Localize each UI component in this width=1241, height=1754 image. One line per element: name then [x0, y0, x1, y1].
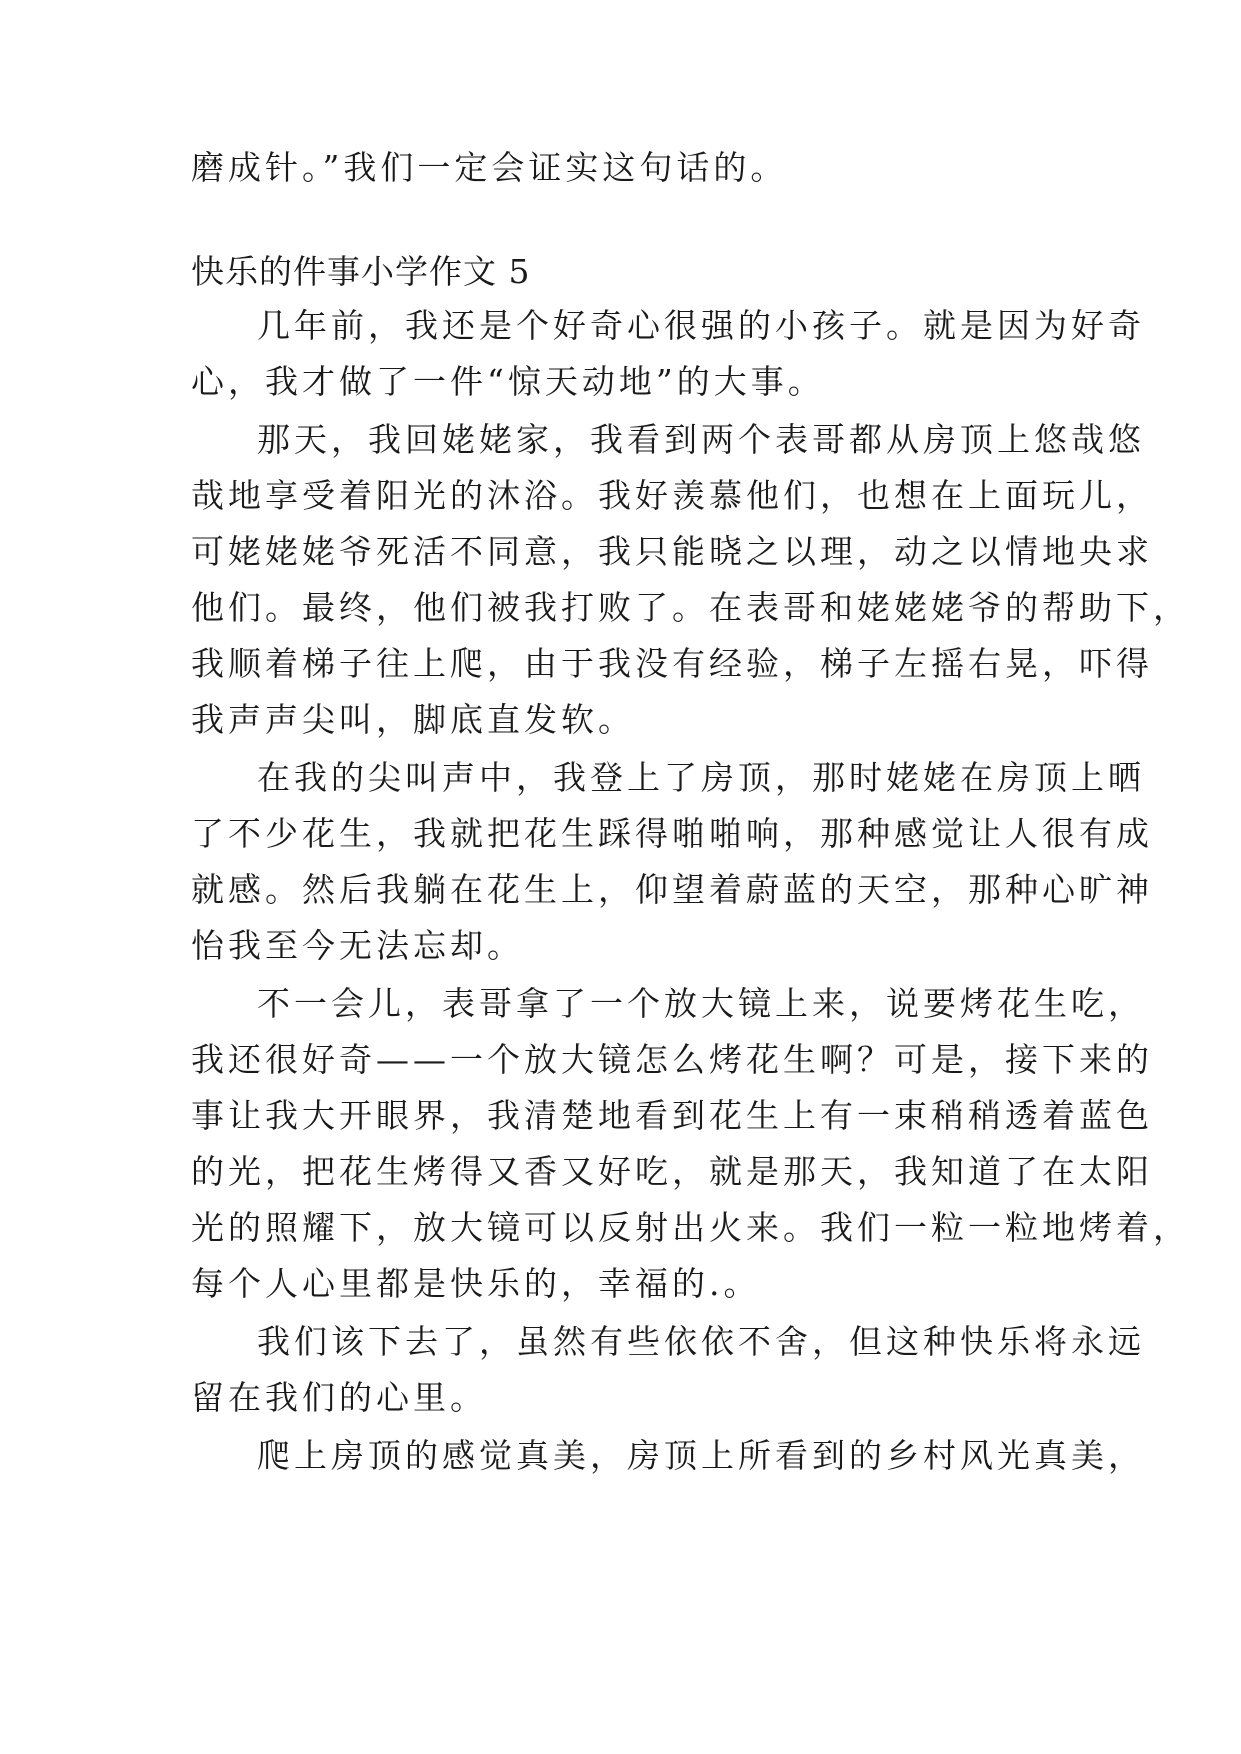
- text-line: 留在我们的心里。: [191, 1378, 487, 1417]
- paragraph-first-line: 几年前，我还是个好奇心很强的小孩子。就是因为好奇: [257, 306, 1145, 345]
- text-line: 光的照耀下，放大镜可以反射出火来。我们一粒一粒地烤着，: [191, 1208, 1190, 1247]
- text-line: 我还很好奇——一个放大镜怎么烤花生啊？可是，接下来的: [191, 1040, 1153, 1079]
- text-line: 我声声尖叫，脚底直发软。: [191, 700, 635, 739]
- text-line: 他们。最终，他们被我打败了。在表哥和姥姥姥爷的帮助下，: [191, 588, 1190, 627]
- text-line: 哉地享受着阳光的沐浴。我好羡慕他们，也想在上面玩儿，: [191, 476, 1153, 515]
- text-line: 每个人心里都是快乐的，幸福的.。: [191, 1264, 761, 1303]
- text-line: 了不少花生，我就把花生踩得啪啪响，那种感觉让人很有成: [191, 814, 1153, 853]
- text-line: 怡我至今无法忘却。: [191, 926, 524, 965]
- text-line: 的光，把花生烤得又香又好吃，就是那天，我知道了在太阳: [191, 1152, 1153, 1191]
- text-line: 磨成针。”我们一定会证实这句话的。: [191, 148, 788, 187]
- text-line: 事让我大开眼界，我清楚地看到花生上有一束稍稍透着蓝色: [191, 1096, 1153, 1135]
- text-line: 可姥姥姥爷死活不同意，我只能晓之以理，动之以情地央求: [191, 532, 1153, 571]
- paragraph-first-line: 那天，我回姥姥家，我看到两个表哥都从房顶上悠哉悠: [257, 420, 1145, 459]
- text-line: 我顺着梯子往上爬，由于我没有经验，梯子左摇右晃，吓得: [191, 644, 1153, 683]
- text-line: 心，我才做了一件“惊天动地”的大事。: [191, 362, 825, 401]
- paragraph-first-line: 在我的尖叫声中，我登上了房顶，那时姥姥在房顶上晒: [257, 758, 1145, 797]
- section-title: 快乐的件事小学作文 5: [191, 252, 531, 291]
- paragraph-first-line: 爬上房顶的感觉真美，房顶上所看到的乡村风光真美，: [257, 1436, 1145, 1475]
- text-line: 就感。然后我躺在花生上，仰望着蔚蓝的天空，那种心旷神: [191, 870, 1153, 909]
- paragraph-first-line: 不一会儿，表哥拿了一个放大镜上来，说要烤花生吃，: [257, 984, 1145, 1023]
- paragraph-first-line: 我们该下去了，虽然有些依依不舍，但这种快乐将永远: [257, 1322, 1145, 1361]
